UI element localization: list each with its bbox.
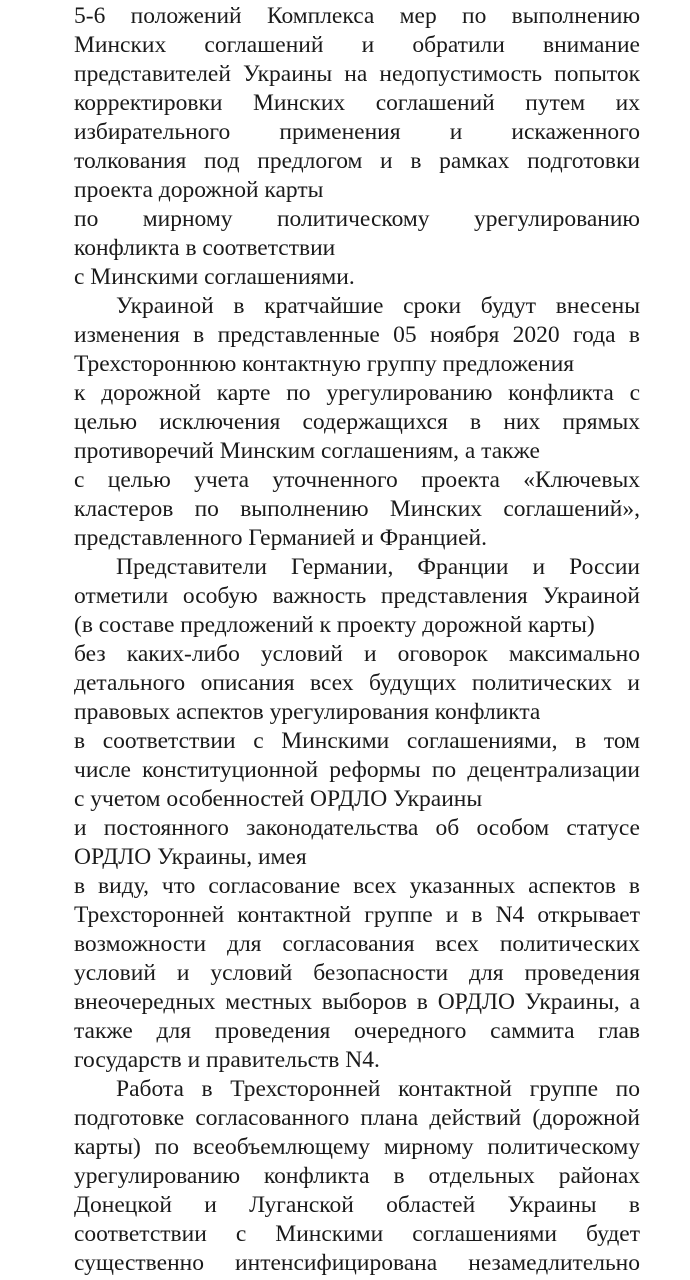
text-line: толкования под предлогом и в рамках подготовки xyxy=(74,148,640,174)
text-line: избирательного применения и искаженного xyxy=(74,119,640,145)
text-line: соответствии с Минскими соглашениями будет xyxy=(74,1221,640,1247)
text-line: числе конституционной реформы по децентрализации xyxy=(74,757,640,783)
text-line: урегулированию конфликта в отдельных районах xyxy=(74,1163,640,1189)
text-line: представителей Украины на недопустимость попыток xyxy=(74,61,640,87)
text-line: Трехстороннюю контактную группу предложения xyxy=(74,351,575,377)
text-line: условий и условий безопасности для проведения xyxy=(74,960,640,986)
text-line: Работа в Трехсторонней контактной группе по xyxy=(116,1076,640,1102)
text-line: корректировки Минских соглашений путем их xyxy=(74,90,640,116)
text-line: ОРДЛО Украины, имея xyxy=(74,844,307,870)
text-line: отметили особую важность представления Украиной xyxy=(74,583,640,609)
text-line: детального описания всех будущих политических и xyxy=(74,670,640,696)
text-line: в виду, что согласование всех указанных аспектов в xyxy=(74,873,640,899)
text-line: к дорожной карте по урегулированию конфликта с xyxy=(74,380,640,406)
text-line: в соответствии с Минскими соглашениями, в том xyxy=(74,728,640,754)
text-line: представленного Германией и Францией. xyxy=(74,525,487,551)
text-line: целью исключения содержащихся в них прямых xyxy=(74,409,640,435)
text-line: Трехсторонней контактной группе и в N4 открывает xyxy=(74,902,640,928)
document-page xyxy=(74,2,640,1278)
text-line: также для проведения очередного саммита глав xyxy=(74,1018,640,1044)
text-line: по мирному политическому урегулированию xyxy=(74,206,640,232)
text-line: возможности для согласования всех политических xyxy=(74,931,640,957)
text-line: кластеров по выполнению Минских соглашений», xyxy=(74,496,640,522)
text-line: Представители Германии, Франции и России xyxy=(116,554,640,580)
text-line: проекта дорожной карты xyxy=(74,177,324,203)
text-line: Донецкой и Луганской областей Украины в xyxy=(74,1192,640,1218)
text-line: государств и правительств N4. xyxy=(74,1047,380,1073)
text-line: конфликта в соответствии xyxy=(74,235,336,261)
text-line: правовых аспектов урегулирования конфликта xyxy=(74,699,541,725)
text-line: карты) по всеобъемлющему мирному политическому xyxy=(74,1134,640,1160)
text-line: с учетом особенностей ОРДЛО Украины xyxy=(74,786,483,812)
text-line: существенно интенсифицирована незамедлительно xyxy=(74,1250,640,1276)
text-line: противоречий Минским соглашениям, а также xyxy=(74,438,540,464)
text-line: (в составе предложений к проекту дорожной карты) xyxy=(74,612,595,638)
text-line: и постоянного законодательства об особом статусе xyxy=(74,815,640,841)
text-line: без каких-либо условий и оговорок максимально xyxy=(74,641,640,667)
text-line: Украиной в кратчайшие сроки будут внесены xyxy=(116,293,640,319)
text-line: внеочередных местных выборов в ОРДЛО Украины, а xyxy=(74,989,640,1015)
text-line: 5-6 положений Комплекса мер по выполнению xyxy=(74,3,640,29)
text-line: с целью учета уточненного проекта «Ключевых xyxy=(74,467,640,493)
text-line: подготовке согласованного плана действий (дорожной xyxy=(74,1105,640,1131)
text-line: Минских соглашений и обратили внимание xyxy=(74,32,640,58)
text-line: изменения в представленные 05 ноября 2020 года в xyxy=(74,322,640,348)
text-line: с Минскими соглашениями. xyxy=(74,264,355,290)
